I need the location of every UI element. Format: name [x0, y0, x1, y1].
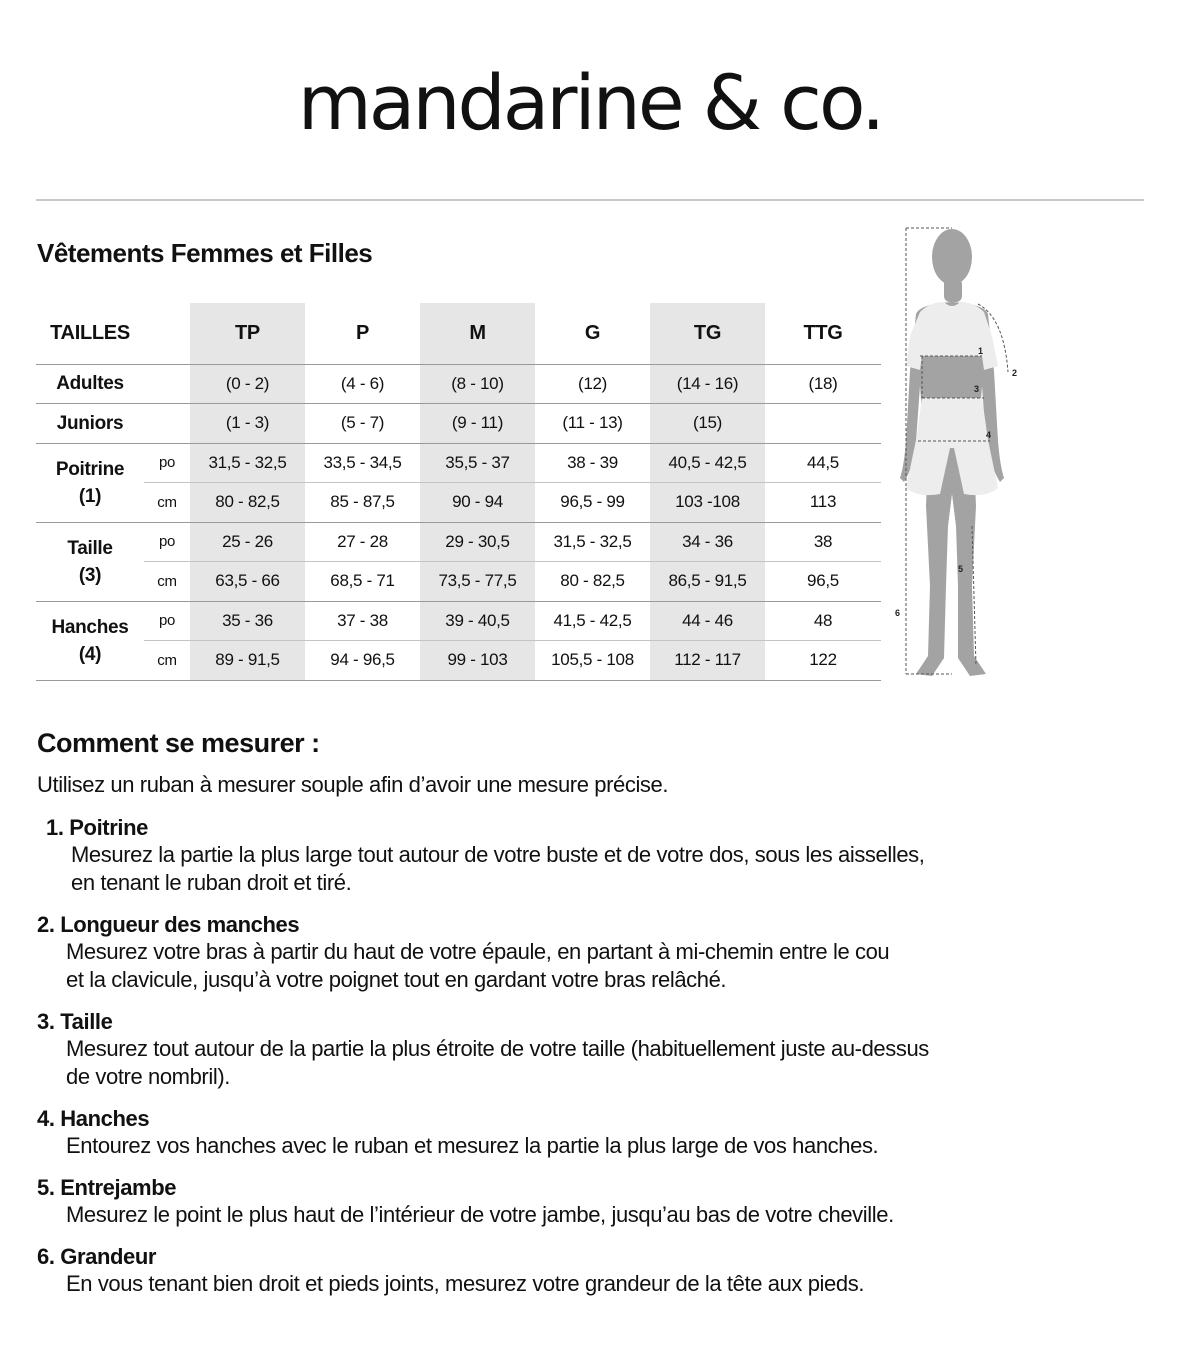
table-cell: 41,5 - 42,5	[535, 601, 650, 641]
step-poitrine	[37, 815, 1137, 897]
table-cell: 68,5 - 71	[305, 562, 420, 602]
table-cell: (9 - 11)	[420, 404, 535, 444]
table-cell: 105,5 - 108	[535, 641, 650, 681]
table-cell: 63,5 - 66	[190, 562, 305, 602]
table-cell: (0 - 2)	[190, 364, 305, 404]
table-row-poitrine-cm	[36, 483, 881, 523]
row-label-hanches: Hanches (4)	[36, 601, 144, 680]
row-label-poitrine: Poitrine (1)	[36, 443, 144, 522]
step-text: Mesurez le point le plus haut de l’intérieur de votre jambe, jusqu’au bas de votre cheville.	[66, 1202, 894, 1227]
table-cell: (1 - 3)	[190, 404, 305, 444]
step-title: 2. Longueur des manches	[37, 912, 300, 937]
header-divider	[36, 199, 1144, 201]
unit-label: po	[144, 443, 190, 483]
step-text: En vous tenant bien droit et pieds joints, mesurez votre grandeur de la tête aux pieds.	[66, 1271, 865, 1296]
unit-label: po	[144, 601, 190, 641]
table-row-adultes	[36, 364, 881, 404]
brand-logo: mandarine & co.	[297, 58, 883, 147]
step-text: Mesurez tout autour de la partie la plus étroite de votre taille (habituellement juste au-dessus	[66, 1036, 929, 1061]
body-measurement-figure	[886, 226, 1026, 681]
marker-1: 1	[978, 346, 984, 356]
table-cell: (18)	[765, 364, 881, 404]
step-entrejambe	[37, 1175, 1137, 1229]
table-cell: 96,5	[765, 562, 881, 602]
unit-label: cm	[144, 562, 190, 602]
table-cell: 34 - 36	[650, 522, 765, 562]
table-cell: (11 - 13)	[535, 404, 650, 444]
step-hanches	[37, 1106, 1137, 1160]
sizes-label: TAILLES	[50, 321, 130, 344]
table-row-taille-po	[36, 522, 881, 562]
table-cell: 31,5 - 32,5	[190, 443, 305, 483]
how-to-intro: Utilisez un ruban à mesurer souple afin d’avoir une mesure précise.	[37, 772, 669, 797]
step-text: Mesurez la partie la plus large tout autour de votre buste et de votre dos, sous les aisselles,	[71, 842, 925, 867]
table-cell: (4 - 6)	[305, 364, 420, 404]
step-text: en tenant le ruban droit et tiré.	[71, 870, 352, 895]
table-cell: 35 - 36	[190, 601, 305, 641]
table-cell: 38 - 39	[535, 443, 650, 483]
size-header: TG	[650, 303, 765, 364]
table-cell: 33,5 - 34,5	[305, 443, 420, 483]
table-cell: (8 - 10)	[420, 364, 535, 404]
unit-label: po	[144, 522, 190, 562]
step-text: Mesurez votre bras à partir du haut de votre épaule, en partant à mi-chemin entre le cou	[66, 939, 890, 964]
step-text: de votre nombril).	[66, 1064, 230, 1089]
marker-6: 6	[895, 608, 901, 618]
size-chart-table	[36, 303, 881, 681]
table-cell: (5 - 7)	[305, 404, 420, 444]
table-cell: 122	[765, 641, 881, 681]
marker-5: 5	[958, 564, 964, 574]
size-header: M	[420, 303, 535, 364]
table-row-poitrine-po	[36, 443, 881, 483]
unit-label: cm	[144, 641, 190, 681]
size-header-row	[36, 303, 881, 364]
table-cell: 35,5 - 37	[420, 443, 535, 483]
table-cell: 31,5 - 32,5	[535, 522, 650, 562]
table-cell: 39 - 40,5	[420, 601, 535, 641]
table-cell: 89 - 91,5	[190, 641, 305, 681]
table-cell: 94 - 96,5	[305, 641, 420, 681]
step-text: et la clavicule, jusqu’à votre poignet tout en gardant votre bras relâché.	[66, 967, 727, 992]
table-cell: 96,5 - 99	[535, 483, 650, 523]
table-cell: (12)	[535, 364, 650, 404]
table-row-hanches-po	[36, 601, 881, 641]
table-cell: 40,5 - 42,5	[650, 443, 765, 483]
row-label-taille: Taille (3)	[36, 522, 144, 601]
table-cell: 37 - 38	[305, 601, 420, 641]
table-cell: 86,5 - 91,5	[650, 562, 765, 602]
table-cell: 25 - 26	[190, 522, 305, 562]
table-cell: 38	[765, 522, 881, 562]
unit-label: cm	[144, 483, 190, 523]
table-cell: 85 - 87,5	[305, 483, 420, 523]
table-cell: 80 - 82,5	[190, 483, 305, 523]
section-title: Vêtements Femmes et Filles	[37, 238, 373, 268]
table-cell: 113	[765, 483, 881, 523]
size-header: TP	[190, 303, 305, 364]
table-row-hanches-cm	[36, 641, 881, 681]
step-grandeur	[37, 1244, 1137, 1298]
marker-4: 4	[986, 430, 992, 440]
table-row-taille-cm	[36, 562, 881, 602]
table-cell: 27 - 28	[305, 522, 420, 562]
table-row-juniors	[36, 404, 881, 444]
how-to-title: Comment se mesurer :	[37, 728, 320, 758]
table-cell: 90 - 94	[420, 483, 535, 523]
step-title: 1. Poitrine	[46, 815, 148, 840]
step-title: 6. Grandeur	[37, 1244, 157, 1269]
table-cell: 80 - 82,5	[535, 562, 650, 602]
table-cell: 29 - 30,5	[420, 522, 535, 562]
size-header: TTG	[803, 321, 843, 344]
table-cell: 112 - 117	[650, 641, 765, 681]
table-cell: (14 - 16)	[650, 364, 765, 404]
table-cell: 99 - 103	[420, 641, 535, 681]
table-cell: 44,5	[765, 443, 881, 483]
table-cell	[765, 404, 881, 444]
marker-3: 3	[974, 384, 980, 394]
step-text: Entourez vos hanches avec le ruban et mesurez la partie la plus large de vos hanches.	[66, 1133, 879, 1158]
size-header: P	[355, 321, 370, 344]
table-cell: 48	[765, 601, 881, 641]
step-title: 4. Hanches	[37, 1106, 150, 1131]
step-title: 3. Taille	[37, 1009, 113, 1034]
table-cell: (15)	[650, 404, 765, 444]
step-longueur-manches	[37, 912, 1137, 994]
table-cell: 44 - 46	[650, 601, 765, 641]
row-label: Adultes	[36, 364, 144, 404]
table-cell: 73,5 - 77,5	[420, 562, 535, 602]
marker-2: 2	[1012, 368, 1018, 378]
size-header: G	[584, 321, 601, 344]
table-cell: 103 -108	[650, 483, 765, 523]
row-label: Juniors	[36, 404, 144, 444]
step-taille	[37, 1009, 1137, 1091]
step-title: 5. Entrejambe	[37, 1175, 177, 1200]
